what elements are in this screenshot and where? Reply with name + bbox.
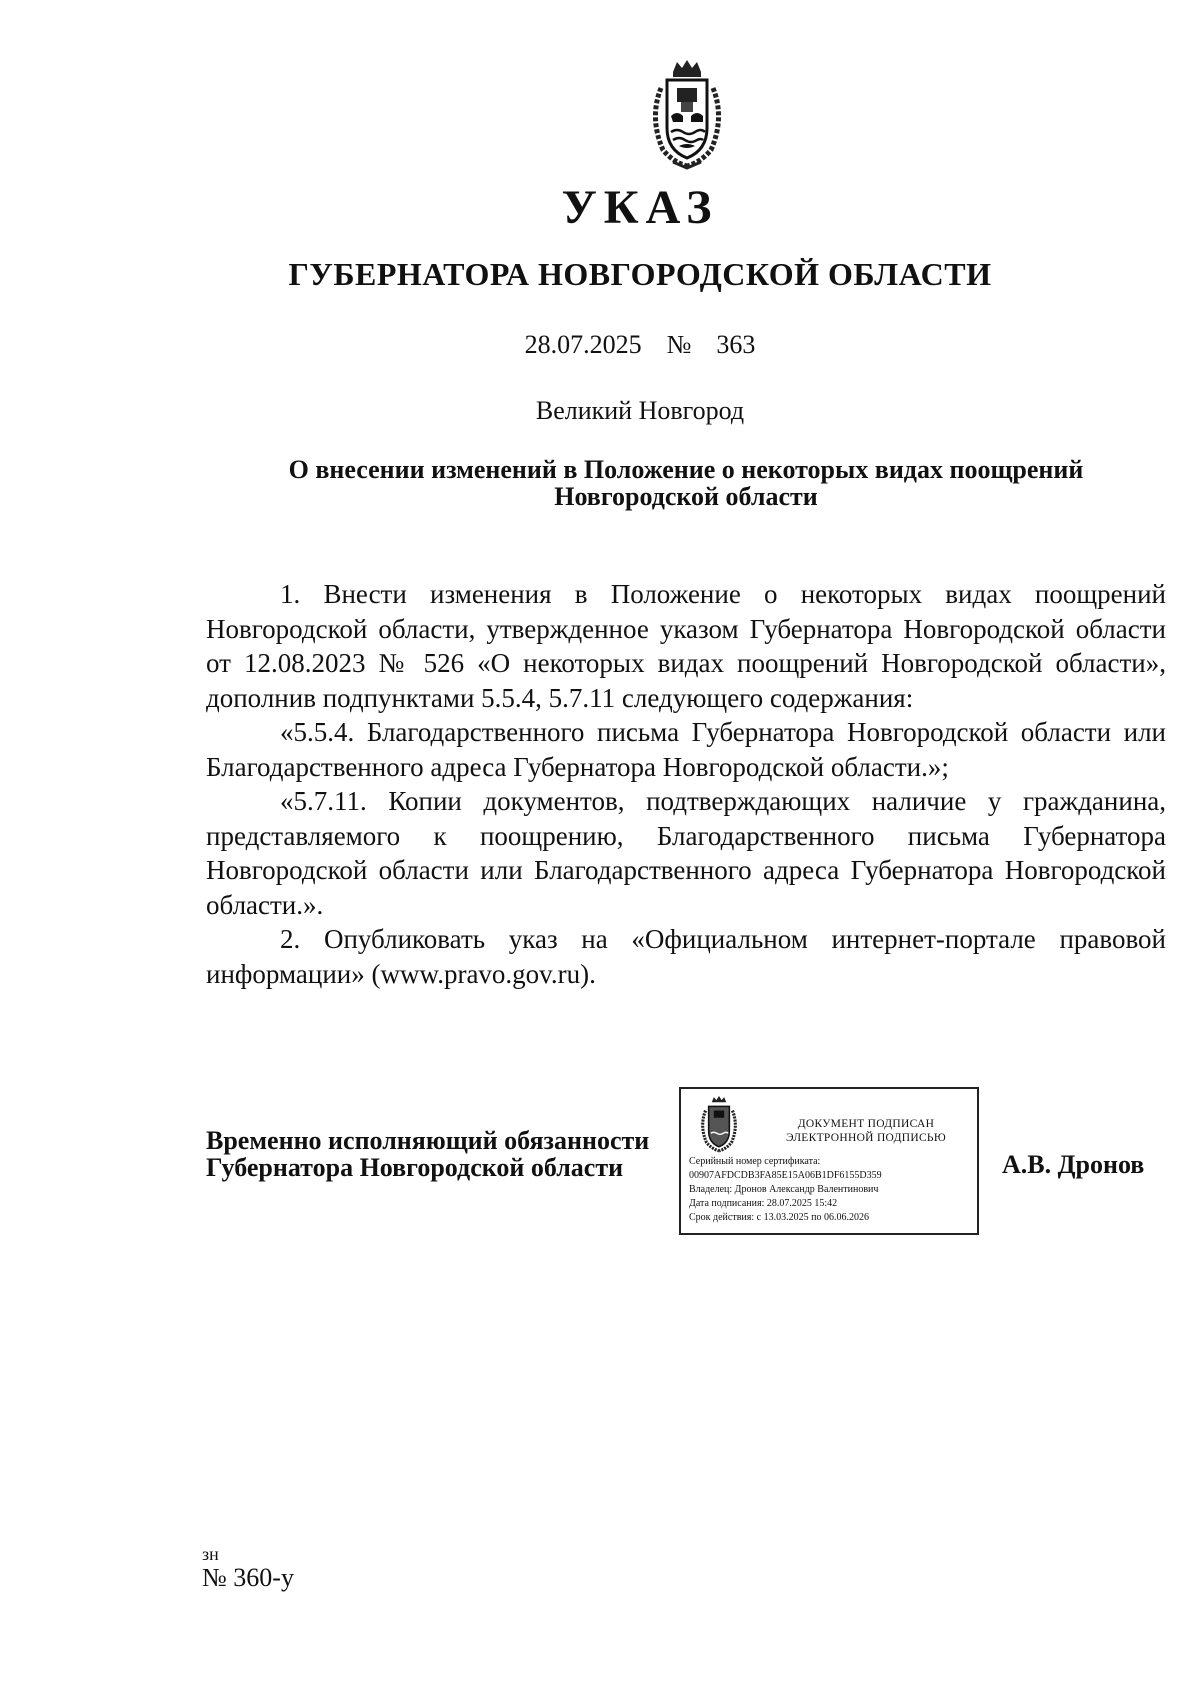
document-type-title: УКАЗ [561, 181, 719, 234]
city-of-issue: Великий Новгород [535, 396, 745, 425]
paragraph-3: «5.7.11. Копии документов, подтверждающих наличие у гражданина, представляемого к поощрению, Благодарственного письма Губернатора Новгородской области или Благодарственного адреса Губернатора Новгородской области.». [206, 786, 1166, 920]
stamp-validity: Срок действия: с 13.03.2025 по 06.06.2026 [689, 1212, 869, 1223]
paragraph-4: 2. Опубликовать указ на «Официальном интернет-портале правовой информации» (www.pravo.gov.ru). [206, 924, 1166, 989]
heading-line-2: Новгородской области [554, 482, 818, 511]
stamp-heading-line-2: ЭЛЕКТРОННОЙ ПОДПИСЬЮ [786, 1132, 946, 1144]
footer-registration [202, 1542, 294, 1590]
stamp-serial-label: Серийный номер сертификата: [689, 1156, 821, 1167]
paragraph-1: 1. Внести изменения в Положение о некоторых видах поощрений Новгородской области, утвержденное указом Губернатора Новгородской области от 12.08.2023 № 526 «О некоторых видах поощрений Новгородской области», дополнив подпунктами 5.5.4, 5.7.11 следующего содержания: [206, 579, 1166, 713]
date-and-number: 28.07.2025 № 363 [524, 330, 756, 359]
signer-name: А.В. Дронов [1002, 1150, 1145, 1179]
paragraph-2: «5.5.4. Благодарственного письма Губернатора Новгородской области или Благодарственного адреса Губернатора Новгородской области.»; [206, 717, 1166, 782]
stamp-signed-date: Дата подписания: 28.07.2025 15:42 [689, 1198, 838, 1209]
decree-heading [206, 456, 1166, 510]
footer-initials: зн [202, 1544, 219, 1564]
position-line-2: Губернатора Новгородской области [206, 1153, 624, 1182]
signatory-position [206, 1127, 649, 1181]
stamp-heading-line-1: ДОКУМЕНТ ПОДПИСАН [797, 1118, 935, 1130]
stamp-coat-of-arms-icon [693, 1095, 745, 1153]
stamp-serial: 00907AFDCDB3FA85E15A06B1DF6155D359 [689, 1170, 882, 1181]
stamp-details [689, 1155, 882, 1225]
footer-number: № 360-у [202, 1563, 294, 1592]
position-line-1: Временно исполняющий обязанности [206, 1126, 650, 1155]
coat-of-arms-icon [643, 58, 731, 170]
electronic-signature-stamp [679, 1087, 979, 1235]
stamp-owner: Владелец: Дронов Александр Валентинович [689, 1184, 879, 1195]
issuer-subtitle: ГУБЕРНАТОРА НОВГОРОДСКОЙ ОБЛАСТИ [288, 256, 992, 292]
stamp-heading [761, 1117, 971, 1145]
decree-body [206, 577, 1166, 991]
heading-line-1: О внесении изменений в Положение о некоторых видах поощрений [288, 455, 1084, 484]
